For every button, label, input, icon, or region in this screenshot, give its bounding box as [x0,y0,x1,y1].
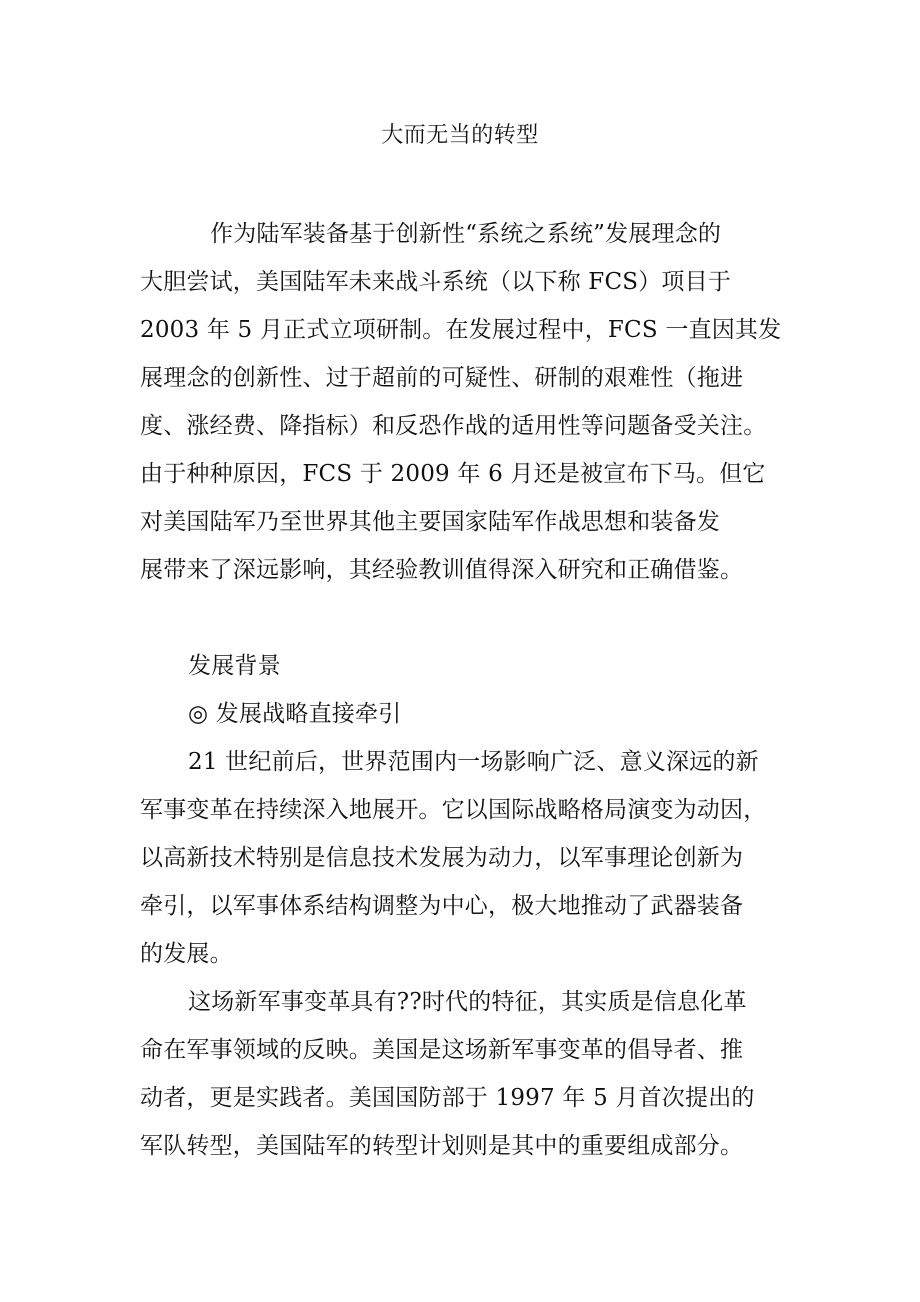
intro-line: 度、涨经费、降指标）和反恐作战的适用性等问题备受关注。 [140,413,767,439]
intro-line: 2003 年 5 月正式立项研制。在发展过程中，FCS 一直因其发 [140,317,782,343]
paragraph-line: 以高新技术特别是信息技术发展为动力，以军事理论创新为 [140,845,744,871]
paragraph-line: 牵引，以军事体系结构调整为中心，极大地推动了武器装备 [140,893,744,919]
intro-line: 大胆尝试，美国陆军未来战斗系统（以下称 FCS）项目于 [140,269,732,295]
intro-line: 作为陆军装备基于创新性“系统之系统”发展理念的 [210,221,722,247]
intro-line: 展带来了深远影响，其经验教训值得深入研究和正确借鉴。 [140,557,744,583]
intro-line: 对美国陆军乃至世界其他主要国家陆军作战思想和装备发 [140,509,720,535]
intro-line: 展理念的创新性、过于超前的可疑性、研制的艰难性（拖进 [140,365,744,391]
paragraph-line: 动者，更是实践者。美国国防部于 1997 年 5 月首次提出的 [140,1085,755,1111]
paragraph-line: 军队转型，美国陆军的转型计划则是其中的重要组成部分。 [140,1133,744,1159]
section-heading: 发展背景 [188,653,281,679]
paragraph-line: 21 世纪前后，世界范围内一场影响广泛、意义深远的新 [188,749,759,775]
subsection-heading: ◎ 发展战略直接牵引 [188,701,402,727]
paragraph-line: 这场新军事变革具有??时代的特征，其实质是信息化革 [188,989,747,1015]
document-title: 大而无当的转型 [381,123,539,148]
paragraph-line: 军事变革在持续深入地展开。它以国际战略格局演变为动因， [140,797,767,823]
paragraph-line: 命在军事领域的反映。美国是这场新军事变革的倡导者、推 [140,1037,744,1063]
intro-line: 由于种种原因，FCS 于 2009 年 6 月还是被宣布下马。但它 [140,461,766,487]
paragraph-line: 的发展。 [140,941,233,967]
